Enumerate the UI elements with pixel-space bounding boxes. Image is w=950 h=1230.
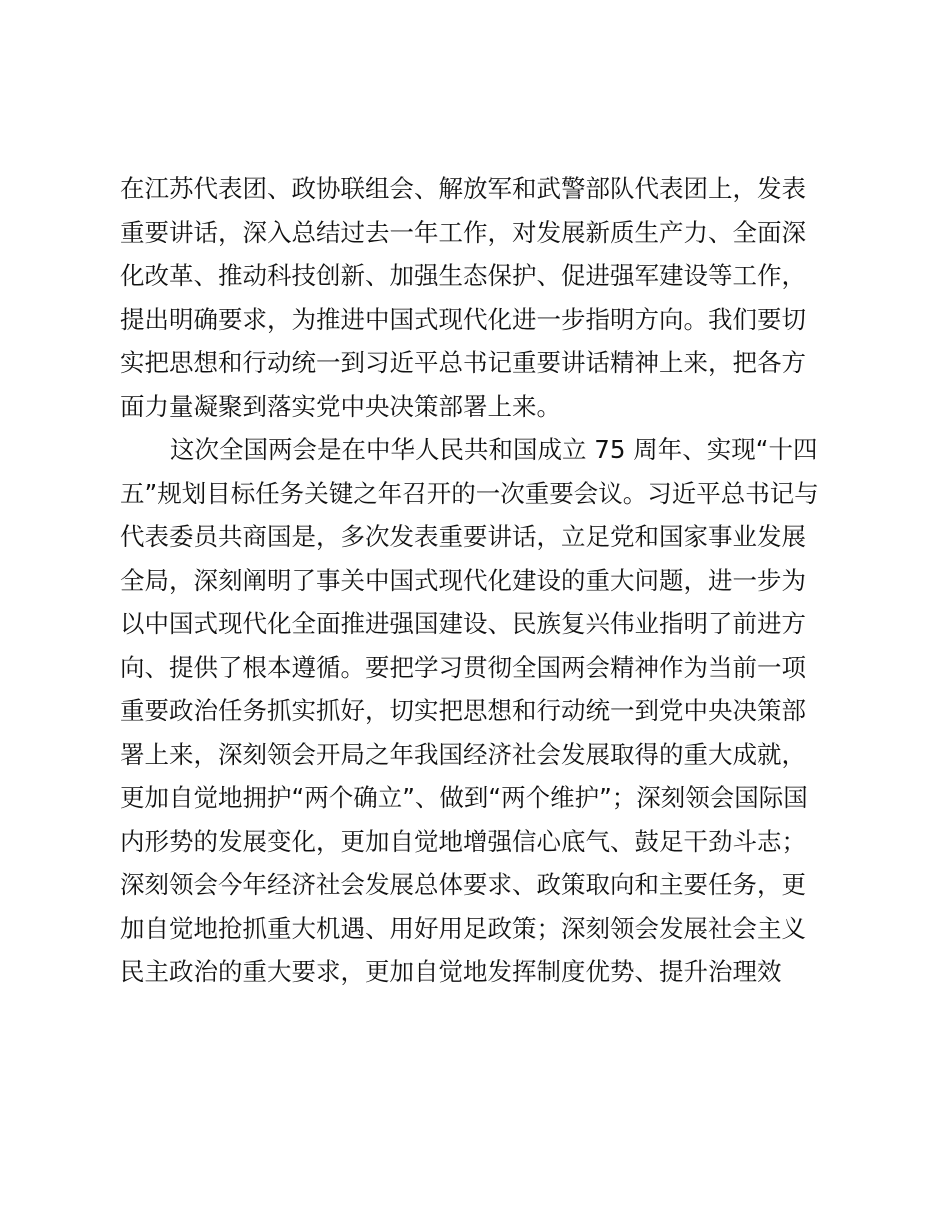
text-line: 这次全国两会是在中华人民共和国成立 75 周年、实现“十四 bbox=[170, 435, 818, 464]
text-line: 代表委员共商国是，多次发表重要讲话，立足党和国家事业发展 bbox=[120, 522, 806, 551]
text-line: 重要政治任务抓实抓好，切实把思想和行动统一到党中央决策部 bbox=[120, 696, 806, 725]
text-line: 民主政治的重大要求，更加自觉地发挥制度优势、提升治理效 bbox=[120, 957, 782, 986]
text-line: 加自觉地抢抓重大机遇、用好用足政策；深刻领会发展社会主义 bbox=[120, 913, 806, 943]
text-line: 全局，深刻阐明了事关中国式现代化建设的重大问题，进一步为 bbox=[120, 565, 806, 595]
text-line: 实把思想和行动统一到习近平总书记重要讲话精神上来，把各方 bbox=[120, 348, 806, 377]
text-line: 五”规划目标任务关键之年召开的一次重要会议。习近平总书记与 bbox=[120, 478, 819, 508]
body-text bbox=[120, 167, 840, 994]
text-line: 以中国式现代化全面推进强国建设、民族复兴伟业指明了前进方 bbox=[120, 609, 806, 638]
text-line: 重要讲话，深入总结过去一年工作，对发展新质生产力、全面深 bbox=[120, 217, 806, 247]
text-line: 向、提供了根本遵循。要把学习贯彻全国两会精神作为当前一项 bbox=[120, 652, 806, 682]
text-line: 化改革、推动科技创新、加强生态保护、促进强军建设等工作， bbox=[120, 261, 806, 290]
text-line: 面力量凝聚到落实党中央决策部署上来。 bbox=[120, 391, 561, 421]
text-line: 在江苏代表团、政协联组会、解放军和武警部队代表团上，发表 bbox=[120, 174, 806, 203]
text-line: 内形势的发展变化，更加自觉地增强信心底气、鼓足干劲斗志； bbox=[120, 826, 806, 856]
text-line: 提出明确要求，为推进中国式现代化进一步指明方向。我们要切 bbox=[120, 304, 806, 334]
text-line: 更加自觉地拥护“两个确立”、做到“两个维护”；深刻领会国际国 bbox=[120, 783, 808, 812]
text-line: 深刻领会今年经济社会发展总体要求、政策取向和主要任务，更 bbox=[120, 870, 806, 899]
paragraph-1 bbox=[120, 167, 840, 428]
paragraph-2 bbox=[120, 428, 840, 994]
text-line: 署上来，深刻领会开局之年我国经济社会发展取得的重大成就， bbox=[120, 739, 806, 769]
